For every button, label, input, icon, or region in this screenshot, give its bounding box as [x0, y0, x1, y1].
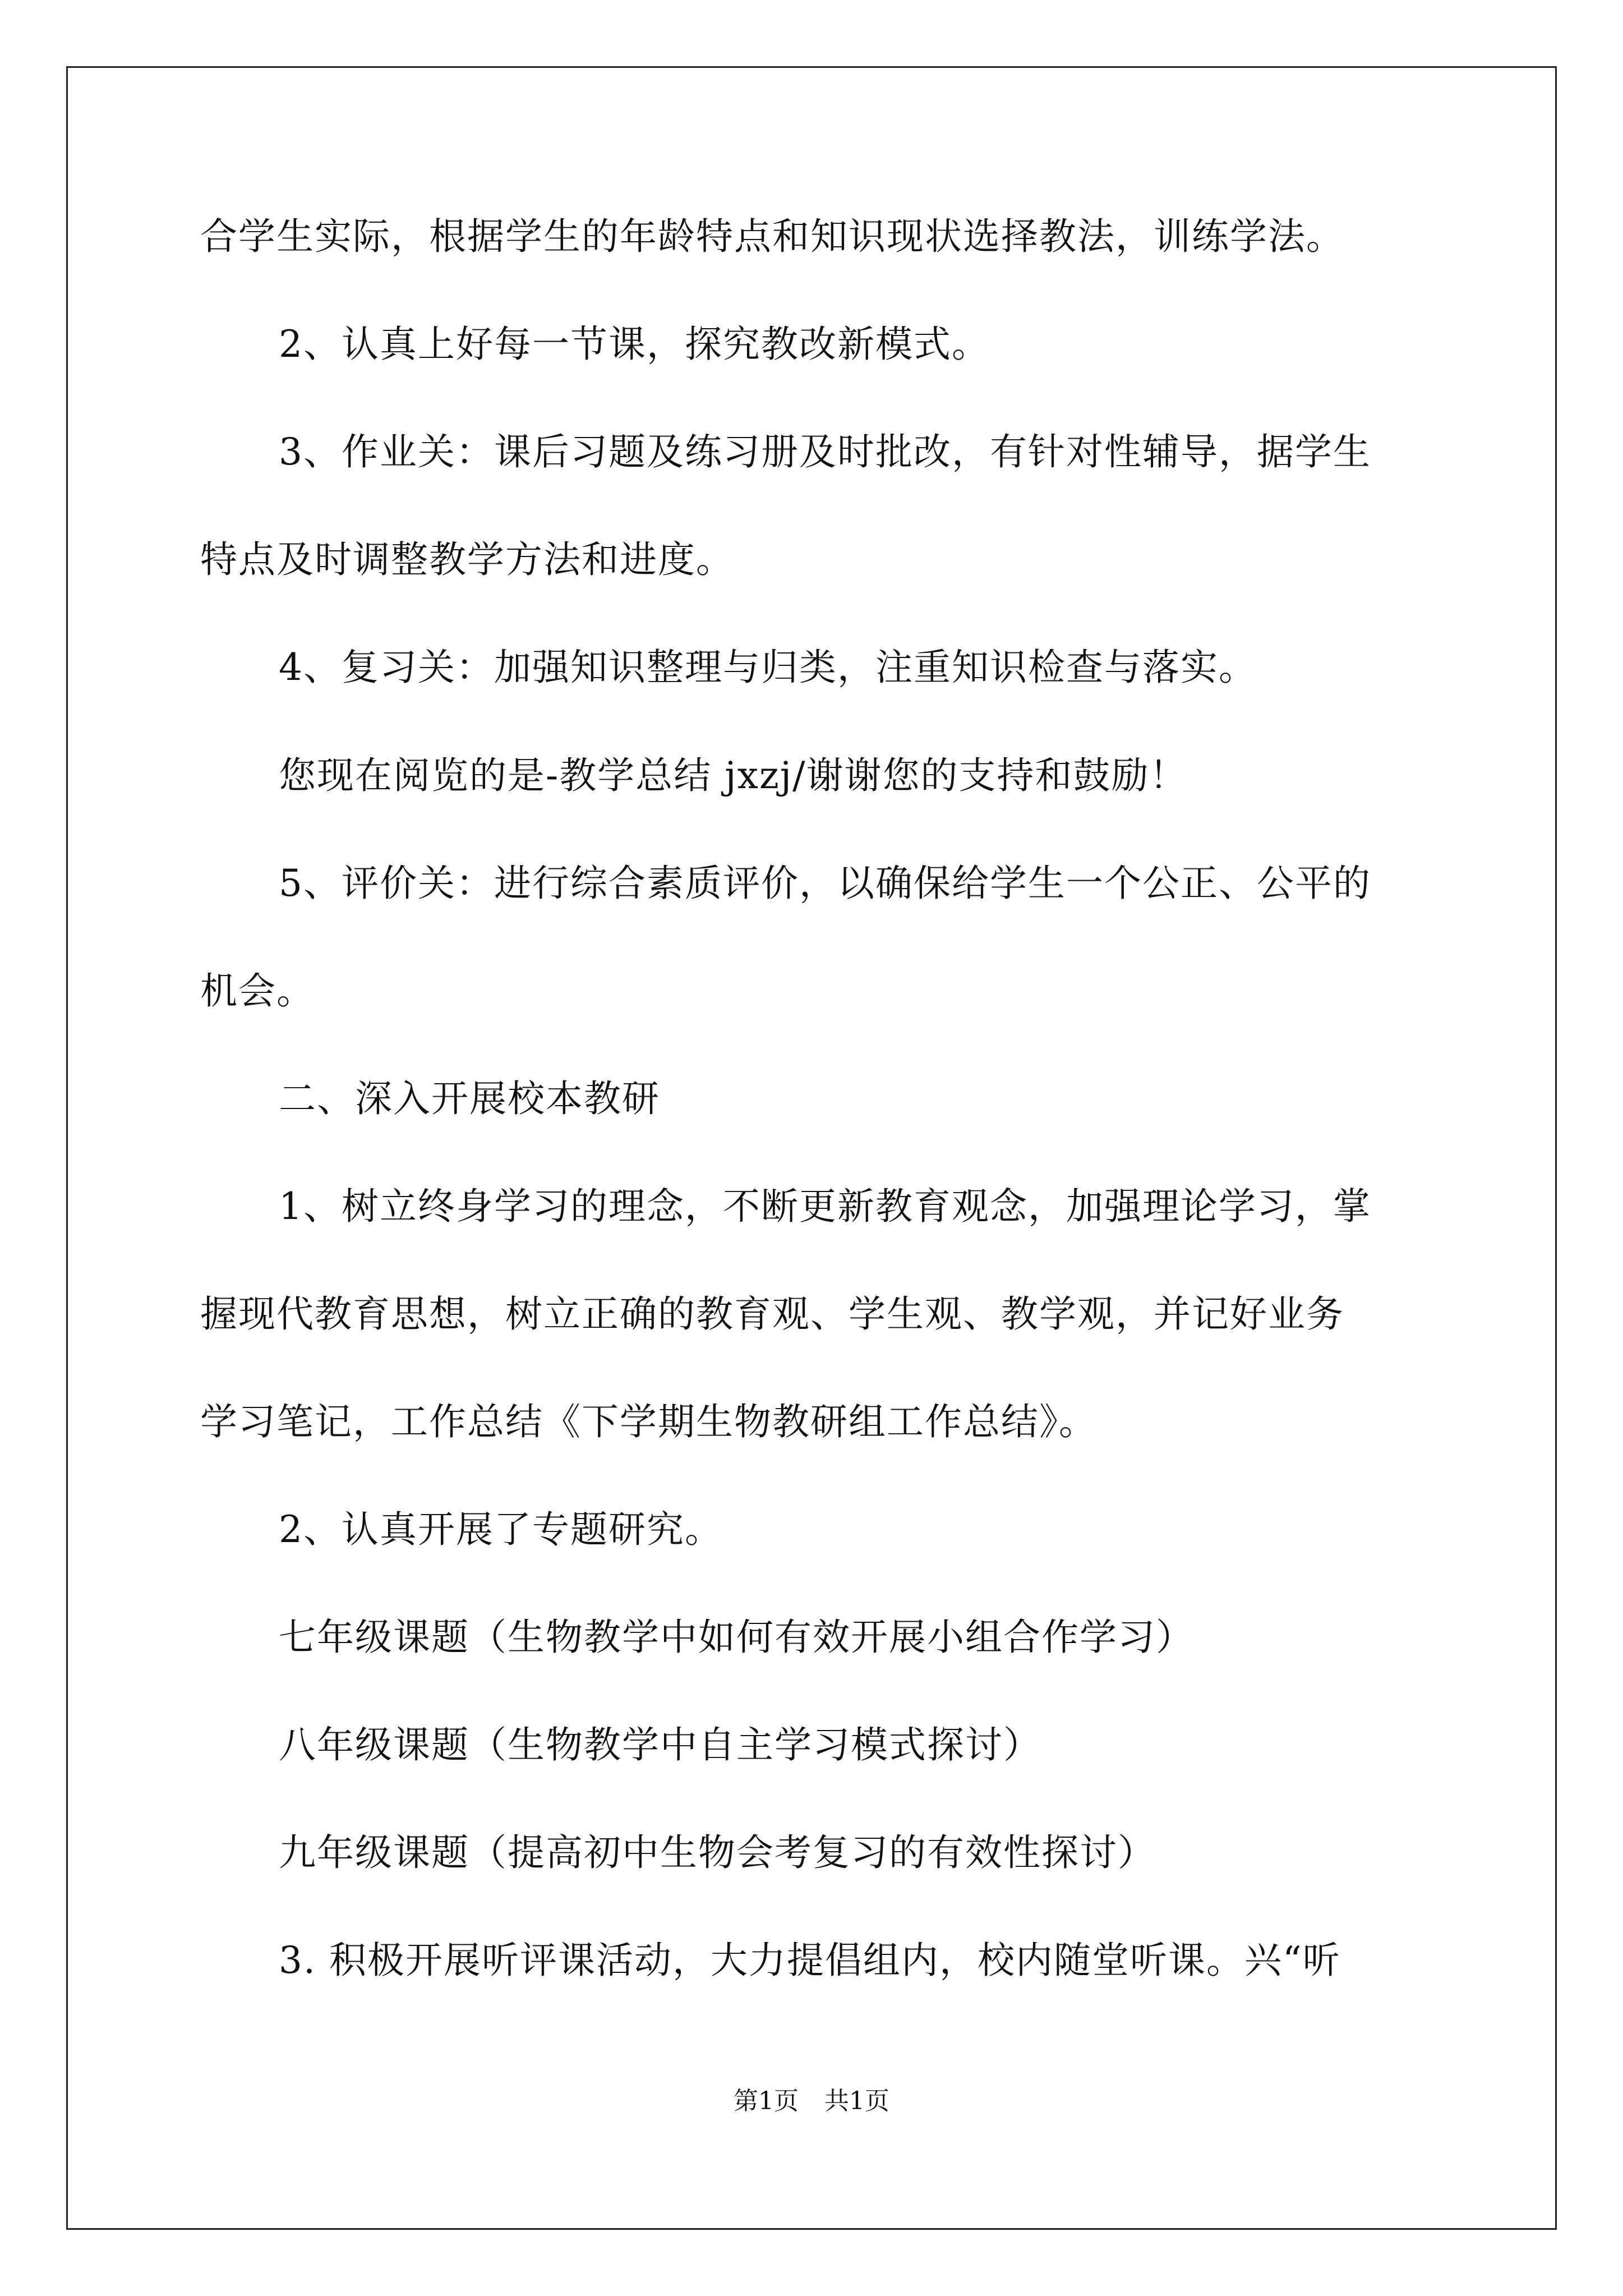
paragraph-line: 合学生实际，根据学生的年龄特点和知识现状选择教法，训练学法。	[200, 215, 1344, 258]
page-number: 第1页	[734, 2087, 799, 2115]
paragraph-line: 您现在阅览的是-教学总结 jxzj/谢谢您的支持和鼓励！	[279, 754, 1188, 797]
paragraph-line: 2、认真上好每一节课，探究教改新模式。	[279, 323, 990, 366]
paragraph-line: 3、作业关：课后习题及练习册及时批改，有针对性辅导，据学生	[279, 430, 1371, 473]
paragraph-line: 1、树立终身学习的理念，不断更新教育观念，加强理论学习，掌	[279, 1185, 1371, 1228]
paragraph-line: 七年级课题（生物教学中如何有效开展小组合作学习）	[279, 1616, 1194, 1659]
section-heading: 二、深入开展校本教研	[279, 1077, 660, 1120]
paragraph-line: 5、评价关：进行综合素质评价，以确保给学生一个公正、公平的	[279, 862, 1371, 905]
paragraph-line: 握现代教育思想，树立正确的教育观、学生观、教学观，并记好业务	[200, 1292, 1344, 1336]
page-total: 共1页	[824, 2087, 889, 2115]
paragraph-line: 2、认真开展了专题研究。	[279, 1508, 723, 1551]
paragraph-line: 九年级课题（提高初中生物会考复习的有效性探讨）	[279, 1831, 1156, 1874]
page-border	[66, 66, 1557, 2230]
paragraph-line: 学习笔记，工作总结《下学期生物教研组工作总结》。	[200, 1400, 1097, 1443]
paragraph-line: 八年级课题（生物教学中自主学习模式探讨）	[279, 1723, 1041, 1766]
paragraph-line: 4、复习关：加强知识整理与归类，注重知识检查与落实。	[279, 646, 1257, 689]
paragraph-line: 机会。	[200, 969, 315, 1013]
paragraph-line: 3. 积极开展听评课活动，大力提倡组内，校内随堂听课。兴“听	[279, 1939, 1341, 1982]
page-footer	[0, 2086, 1623, 2117]
paragraph-line: 特点及时调整教学方法和进度。	[200, 538, 734, 581]
